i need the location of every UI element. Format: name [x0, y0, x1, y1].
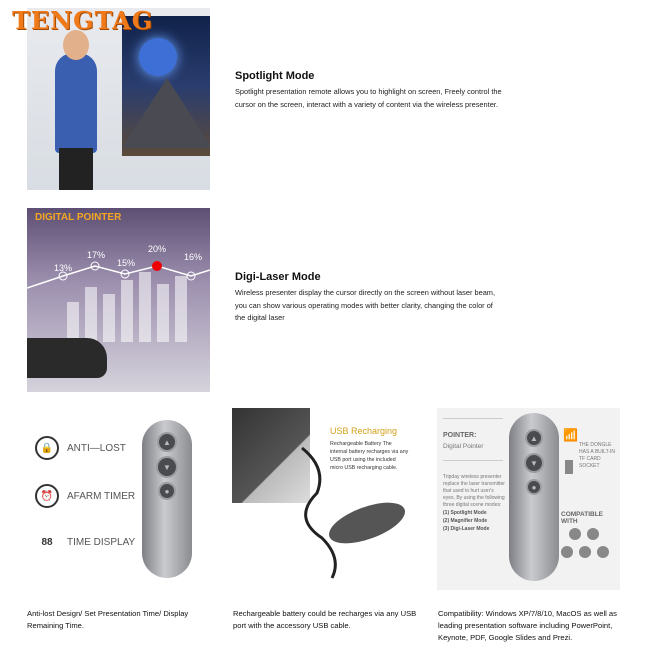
- pointer-value: 20%: [148, 244, 167, 254]
- chevron-up-icon: ▲: [157, 432, 177, 452]
- mode-2: (2) Magnifier Mode: [443, 518, 488, 524]
- pointer-value: 15%: [117, 258, 136, 268]
- compat-description-block: [443, 474, 507, 533]
- digi-laser-section: [235, 271, 505, 325]
- google-slides-icon: [597, 546, 609, 558]
- feature-label: ANTI—LOST: [67, 442, 126, 454]
- compatible-with-label: COMPATIBLE WITH: [561, 511, 604, 525]
- brand-logo: TENGTAG: [12, 6, 154, 35]
- section-text: Spotlight presentation remote allows you to highlight on screen, Freely control the cursor on the screen, interact with a variety of content via the wireless presenter.: [235, 87, 502, 109]
- feature-anti-lost: [35, 436, 126, 460]
- digital-display-icon: 88: [41, 536, 53, 548]
- windows-icon: [569, 528, 581, 540]
- presenter-remote: [142, 420, 192, 578]
- compatibility-image: [437, 408, 620, 590]
- keynote-icon: [579, 546, 591, 558]
- laser-icon: ●: [526, 479, 542, 495]
- spotlight-mode-image: [27, 8, 210, 190]
- wifi-icon: 📶: [563, 428, 578, 442]
- feature-label: AFARM TIMER: [67, 490, 136, 502]
- caption-features: Anti-lost Design/ Set Presentation Time/ Display Remaining Time.: [27, 609, 189, 630]
- chevron-up-icon: ▲: [525, 429, 543, 447]
- feature-time-display: [35, 530, 135, 554]
- chevron-down-icon: ▼: [524, 453, 544, 473]
- pointer-label: POINTER:: [443, 432, 477, 439]
- dongle-text: THE DONGLE HAS A BUILT-IN TF CARD SOCKET: [579, 442, 616, 469]
- feature-label: TIME DISPLAY: [67, 536, 136, 548]
- spotlight-section: [235, 70, 505, 111]
- pointer-value: 16%: [184, 252, 203, 262]
- feature-alarm-timer: [35, 484, 135, 508]
- section-heading: Digi-Laser Mode: [235, 271, 321, 283]
- section-heading: Spotlight Mode: [235, 70, 315, 82]
- alarm-clock-icon: ⏰: [35, 484, 59, 508]
- caption-usb: Rechargeable battery could be recharges via any USB port with the accessory USB cable.: [233, 609, 417, 630]
- digital-pointer-title: DIGITAL POINTER: [35, 212, 122, 223]
- pointer-value: 13%: [54, 263, 73, 273]
- pointer-value: Digital Pointer: [443, 443, 484, 450]
- apple-icon: [587, 528, 599, 540]
- mode-3: (3) Digi-Laser Mode: [443, 526, 490, 532]
- mode-1: (1) Spotlight Mode: [443, 510, 487, 516]
- pointer-value: 17%: [87, 250, 106, 260]
- lock-icon: 🔒: [35, 436, 59, 460]
- presenter-remote: [509, 413, 559, 581]
- compat-description: Tripday wireless presenter replace the laser transmitter that used to hurt user's eyes, By using the following three digital scene modes:: [443, 474, 505, 508]
- usb-title: USB Recharging: [330, 426, 398, 436]
- caption-compatibility: Compatibility: Windows XP/7/8/10, MacOS as well as leading presentation software including PowerPoint, Keynote, PDF, Google Slides and Prezi.: [438, 609, 617, 642]
- digital-pointer-image: [27, 208, 210, 392]
- usb-recharging-image: [232, 408, 415, 590]
- powerpoint-icon: [561, 546, 573, 558]
- chevron-down-icon: ▼: [156, 456, 178, 478]
- usb-text: Rechargeable Battery The internal battery recharges via any USB port using the included micro USB recharging cable.: [330, 441, 409, 471]
- usb-dongle-icon: [565, 460, 573, 474]
- section-text: Wireless presenter display the cursor directly on the screen without laser beam, you can show various operating modes with better clarity, changing the color of the digital laser: [235, 288, 496, 322]
- features-image: [27, 408, 210, 590]
- laser-icon: ●: [158, 482, 176, 500]
